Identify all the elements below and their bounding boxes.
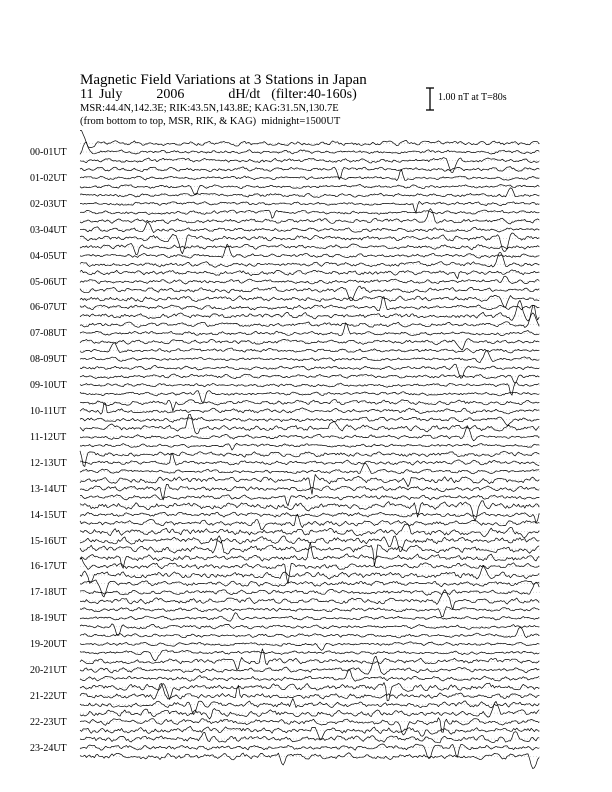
trace-20-1 bbox=[80, 656, 539, 674]
trace-14-2 bbox=[80, 501, 539, 521]
trace-11-2 bbox=[80, 414, 539, 434]
trace-9-2 bbox=[80, 374, 539, 384]
trace-3-0 bbox=[80, 233, 539, 254]
trace-13-2 bbox=[80, 475, 539, 495]
trace-0-2 bbox=[80, 131, 539, 148]
trace-3-1 bbox=[80, 222, 539, 233]
hour-label-22: 22-23UT bbox=[30, 716, 67, 728]
stations-line: MSR:44.4N,142.3E; RIK:43.5N,143.8E; KAG:31.5N,130.7E bbox=[80, 103, 339, 114]
hour-label-19: 19-20UT bbox=[30, 639, 67, 651]
trace-5-2 bbox=[80, 270, 539, 279]
trace-21-1 bbox=[80, 684, 539, 700]
trace-2-1 bbox=[80, 201, 539, 212]
chart-title: Magnetic Field Variations at 3 Stations in Japan bbox=[80, 72, 367, 88]
trace-7-2 bbox=[80, 313, 539, 328]
hour-label-18: 18-19UT bbox=[30, 613, 67, 625]
trace-22-1 bbox=[80, 718, 539, 735]
hour-label-3: 03-04UT bbox=[30, 224, 67, 236]
trace-12-2 bbox=[80, 451, 539, 467]
order-note: (from bottom to top, MSR, RIK, & KAG) bbox=[80, 116, 257, 127]
trace-12-0 bbox=[80, 463, 539, 474]
trace-4-1 bbox=[80, 244, 539, 258]
trace-8-2 bbox=[80, 343, 539, 353]
hour-label-17: 17-18UT bbox=[30, 587, 67, 599]
trace-21-2 bbox=[80, 683, 539, 701]
trace-14-0 bbox=[80, 514, 539, 530]
date-day: 11 July bbox=[80, 87, 123, 102]
trace-23-0 bbox=[80, 753, 539, 769]
date-year: 2006 bbox=[156, 87, 185, 102]
trace-22-2 bbox=[80, 701, 539, 719]
trace-17-0 bbox=[80, 590, 539, 610]
hour-label-5: 05-06UT bbox=[30, 276, 67, 288]
trace-2-0 bbox=[80, 210, 539, 218]
hour-label-8: 08-09UT bbox=[30, 354, 67, 366]
hour-label-2: 02-03UT bbox=[30, 198, 67, 210]
filter-label: (filter:40-160s) bbox=[271, 87, 357, 102]
trace-16-2 bbox=[80, 542, 539, 568]
trace-16-0 bbox=[80, 566, 539, 583]
hour-label-0: 00-01UT bbox=[30, 147, 67, 158]
quantity-label: dH/dt bbox=[228, 87, 261, 102]
midnight-note: midnight=1500UT bbox=[261, 116, 341, 127]
trace-5-1 bbox=[80, 276, 539, 284]
hour-label-21: 21-22UT bbox=[30, 690, 67, 702]
hour-label-12: 12-13UT bbox=[30, 457, 67, 469]
trace-1-1 bbox=[80, 170, 539, 181]
trace-18-0 bbox=[80, 624, 539, 636]
trace-10-1 bbox=[80, 403, 539, 414]
hour-label-13: 13-14UT bbox=[30, 483, 67, 495]
trace-17-2 bbox=[80, 580, 539, 597]
trace-19-0 bbox=[80, 650, 539, 661]
trace-6-2 bbox=[80, 295, 539, 307]
trace-18-2 bbox=[80, 607, 539, 617]
trace-17-1 bbox=[80, 583, 539, 596]
hour-label-9: 09-10UT bbox=[30, 380, 67, 392]
trace-7-1 bbox=[80, 323, 539, 336]
hour-label-7: 07-08UT bbox=[30, 328, 67, 340]
hour-label-11: 11-12UT bbox=[30, 431, 67, 443]
trace-3-2 bbox=[80, 209, 539, 224]
trace-6-0 bbox=[80, 300, 539, 321]
trace-16-1 bbox=[80, 558, 539, 584]
hour-label-15: 15-16UT bbox=[30, 535, 67, 547]
trace-11-0 bbox=[80, 443, 539, 450]
trace-4-2 bbox=[80, 243, 539, 254]
hour-label-10: 10-11UT bbox=[30, 406, 67, 417]
trace-12-1 bbox=[80, 454, 539, 466]
trace-19-1 bbox=[80, 642, 539, 651]
trace-15-2 bbox=[80, 524, 539, 537]
trace-7-0 bbox=[80, 339, 539, 350]
trace-21-0 bbox=[80, 699, 539, 715]
trace-18-1 bbox=[80, 613, 539, 622]
scale-label: 1.00 nT at T=80s bbox=[438, 92, 507, 103]
hour-label-14: 14-15UT bbox=[30, 509, 67, 521]
hour-label-4: 04-05UT bbox=[30, 250, 67, 262]
hour-label-16: 16-17UT bbox=[30, 561, 67, 573]
trace-10-2 bbox=[80, 400, 539, 411]
hour-label-1: 01-02UT bbox=[30, 172, 67, 184]
trace-10-0 bbox=[80, 417, 539, 425]
hour-label-20: 20-21UT bbox=[30, 665, 67, 676]
trace-8-1 bbox=[80, 350, 539, 362]
trace-9-0 bbox=[80, 391, 539, 403]
trace-13-0 bbox=[80, 495, 539, 506]
hour-label-23: 23-24UT bbox=[30, 742, 67, 754]
hour-label-6: 06-07UT bbox=[30, 302, 67, 314]
trace-4-0 bbox=[80, 253, 539, 268]
trace-11-1 bbox=[80, 426, 539, 441]
trace-2-2 bbox=[80, 188, 539, 198]
